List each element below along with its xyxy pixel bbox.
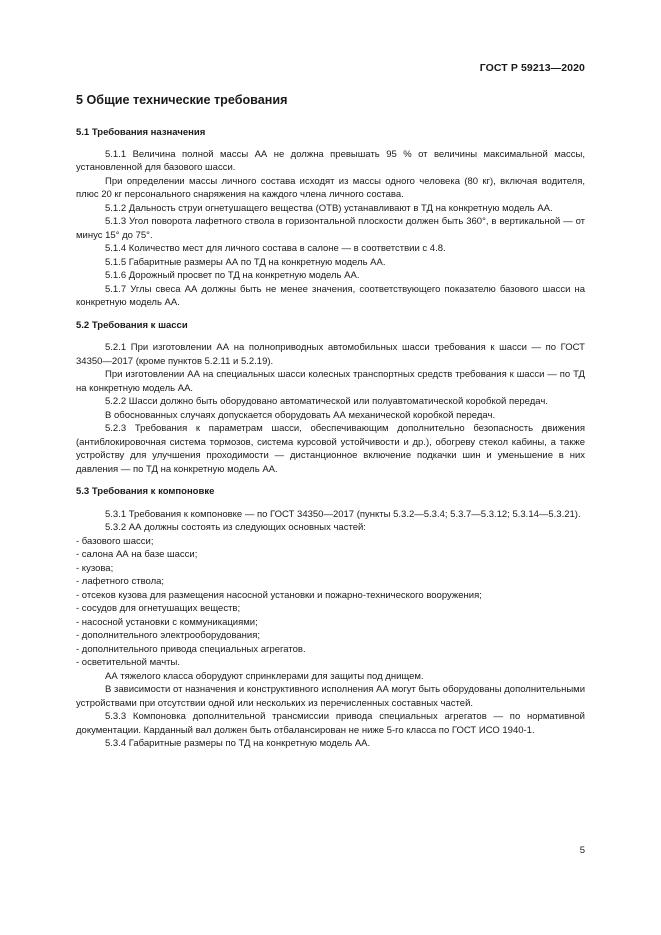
paragraph: При определении массы личного состава исходят из массы одного человека (80 кг), включая водителя, плюс 20 кг персонального снаряжения на каждого члена личного состава. (76, 175, 585, 200)
paragraph: 5.1.3 Угол поворота лафетного ствола в горизонтальной плоскости должен быть 360°, в вертикальной — от минус 15° до 75°. (76, 216, 585, 241)
document-body (76, 126, 585, 751)
paragraph: 5.1.4 Количество мест для личного состава в салоне — в соответствии с 4.8. (105, 243, 446, 254)
list-item: - сосудов для огнетушащих веществ; (76, 603, 241, 614)
list-item: - салона АА на базе шасси; (76, 549, 198, 560)
paragraph: 5.1.2 Дальность струи огнетушащего вещества (ОТВ) устанавливают в ТД на конкретную модель АА. (105, 202, 553, 214)
paragraph: 5.2.1 При изготовлении АА на полноприводных автомобильных шасси требования к шасси — по ГОСТ 34350—2017 (кроме пунктов 5.2.11 и 5.2.19). (76, 342, 585, 367)
paragraph: 5.1.6 Дорожный просвет по ТД на конкретную модель АА. (105, 270, 360, 281)
paragraph: АА тяжелого класса оборудуют спринклерами для защиты под днищем. (105, 670, 424, 682)
component-list (76, 535, 585, 670)
list-item: - кузова; (76, 562, 114, 574)
list-item: - отсеков кузова для размещения насосной установки и пожарно-технического вооружения; (76, 589, 482, 601)
paragraph: В зависимости от назначения и конструктивного исполнения АА могут быть оборудованы дополнительными устройствами при отсутствии одной или нескольких из перечисленных составных частей. (76, 684, 585, 709)
subsection-heading-5-3: 5.3 Требования к компоновке (76, 486, 215, 497)
subsection-heading-5-1: 5.1 Требования назначения (76, 127, 206, 138)
paragraph: 5.2.3 Требования к параметрам шасси, обеспечивающим дополнительно безопасность движения (антиблокировочная система тормозов, система курсовой устойчивости и др.), обогреву стекол кабины, а также устройству для улучшения проходимости — дистанционное включение подкачки шин и уменьшение в них давления — по ТД на конкретную модель АА. (76, 423, 585, 475)
list-item: - базового шасси; (76, 535, 154, 547)
paragraph: 5.3.3 Компоновка дополнительной трансмиссии привода специальных агрегатов — по нормативной документации. Карданный вал должен быть отбалансирован не ниже 5-го класса по ГОСТ ИСО 1940-1. (76, 711, 585, 736)
page-number: 5 (579, 845, 585, 856)
list-item: - насосной установки с коммуникациями; (76, 616, 258, 628)
paragraph: 5.3.2 АА должны состоять из следующих основных частей: (105, 522, 366, 533)
paragraph: 5.1.1 Величина полной массы АА не должна превышать 95 % от величины максимальной массы, установленной для базового шасси. (76, 148, 585, 173)
list-item: - дополнительного привода специальных агрегатов. (76, 643, 306, 655)
list-item: - лафетного ствола; (76, 576, 165, 587)
paragraph: В обоснованных случаях допускается оборудовать АА механической коробкой передач. (105, 409, 496, 421)
paragraph: При изготовлении АА на специальных шасси колесных транспортных средств требования к шасси — по ТД на конкретную модель АА. (76, 369, 585, 394)
paragraph: 5.1.5 Габаритные размеры АА по ТД на конкретную модель АА. (105, 256, 386, 268)
paragraph: 5.3.4 Габаритные размеры по ТД на конкретную модель АА. (105, 738, 371, 749)
section-title: 5 Общие технические требования (76, 93, 288, 107)
paragraph: 5.2.2 Шасси должно быть оборудовано автоматической или полуавтоматической коробкой передач. (105, 396, 548, 407)
document-id: ГОСТ Р 59213—2020 (479, 62, 585, 74)
subsection-heading-5-2: 5.2 Требования к шасси (76, 319, 188, 331)
paragraph: 5.1.7 Углы свеса АА должны быть не менее значения, соответствующего показателю базового шасси на конкретную модель АА. (76, 283, 585, 308)
list-item: - осветительной мачты. (76, 657, 180, 668)
paragraph: 5.3.1 Требования к компоновке — по ГОСТ 34350—2017 (пункты 5.3.2—5.3.4; 5.3.7—5.3.12; 5.3.14—5.3.21). (105, 508, 581, 520)
list-item: - дополнительного электрооборудования; (76, 630, 261, 641)
